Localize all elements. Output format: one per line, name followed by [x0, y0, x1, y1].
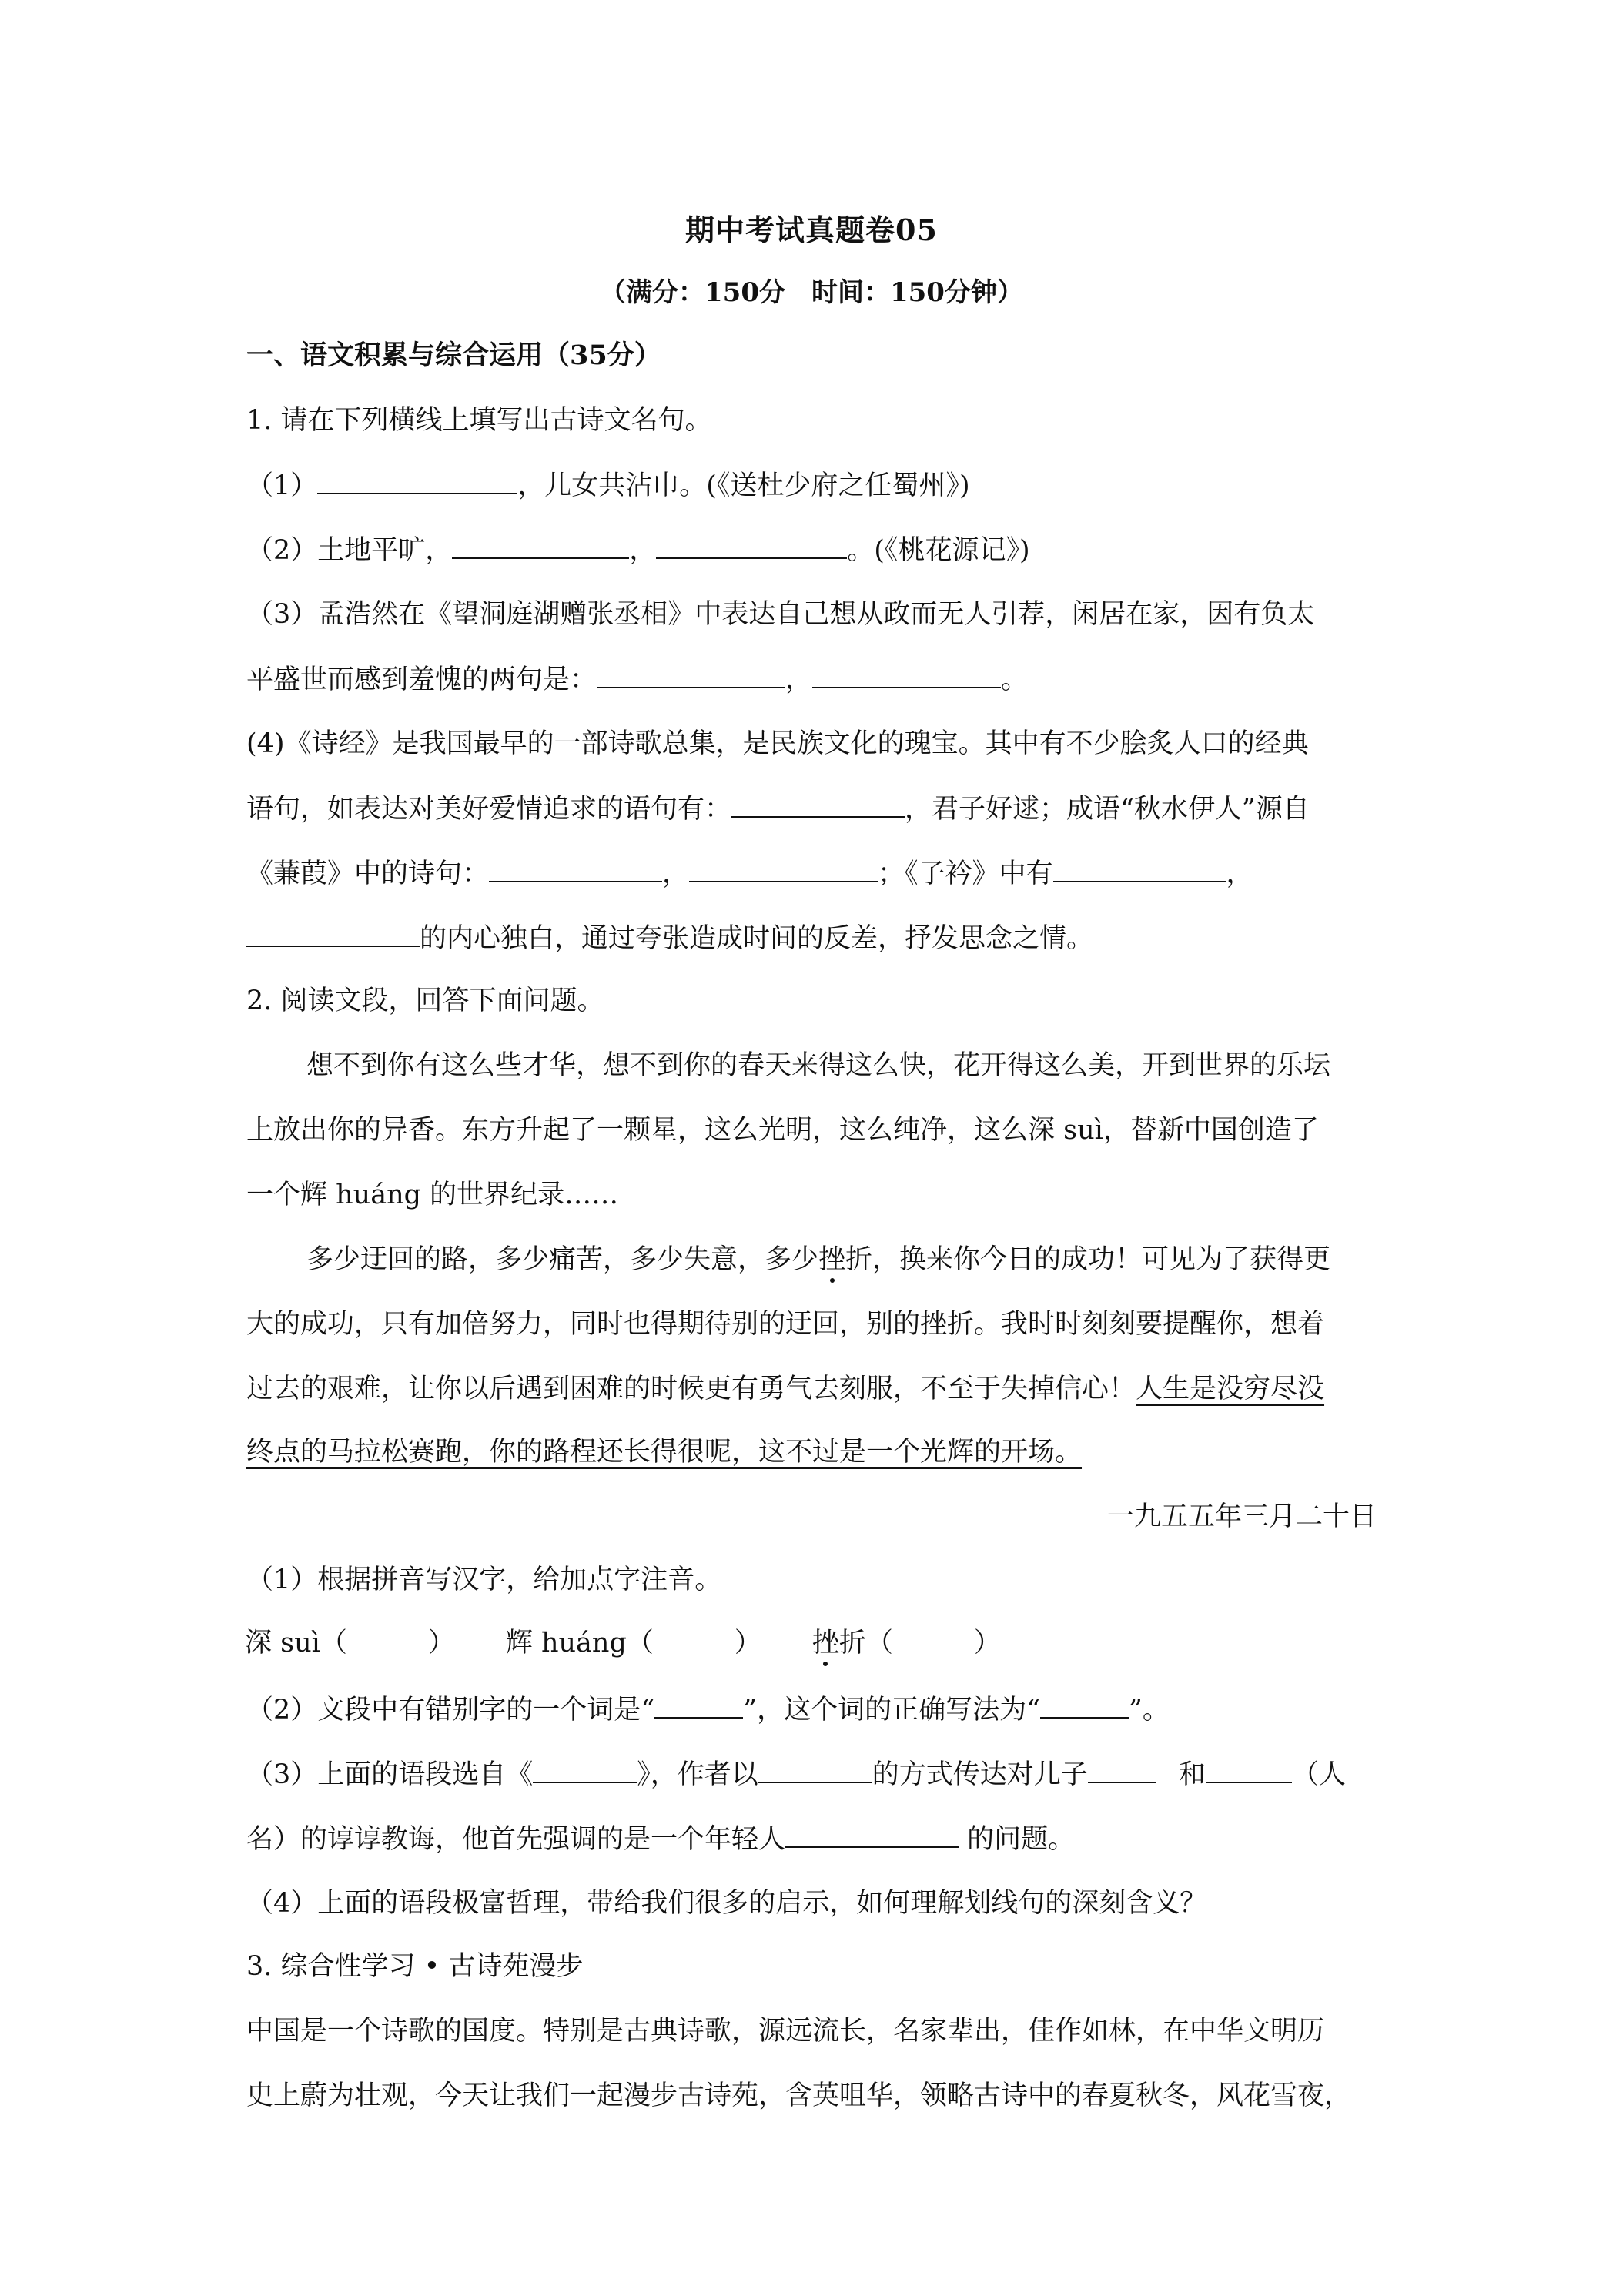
q3-stem: 3. 综合性学习 • 古诗苑漫步: [246, 1951, 584, 1982]
q2-sub-2: （2）文段中有错别字的一个词是“ ”，这个词的正确写法为“ ”。: [246, 1692, 1170, 1727]
q2-sub-4: （4）上面的语段极富哲理，带给我们很多的启示，如何理解划线句的深刻含义？: [246, 1888, 1207, 1919]
q1-item-4-line3: 《蒹葭》中的诗句： ， ；《子衿》中有 ，: [246, 856, 1253, 891]
passage-line: 想不到你有这么些才华，想不到你的春天来得这么快，花开得这么美，开到世界的乐坛: [306, 1050, 1331, 1081]
q1-item-2: （2）土地平旷， ， 。(《桃花源记》): [246, 533, 1030, 567]
passage-line: 一个辉 huáng 的世界纪录……: [246, 1180, 619, 1210]
answer-blank[interactable]: [597, 662, 785, 688]
answer-blank[interactable]: [812, 662, 1001, 688]
q3-text-line: 史上蔚为壮观，今天让我们一起漫步古诗苑，含英咀华，领略古诗中的春夏秋冬，风花雪夜，: [246, 2080, 1352, 2111]
dotted-char: 挫: [818, 1244, 846, 1275]
answer-blank[interactable]: [246, 921, 420, 947]
q1-item-3-line1: （3）孟浩然在《望洞庭湖赠张丞相》中表达自己想从政而无人引荐，闲居在家，因有负太: [246, 599, 1315, 630]
answer-blank[interactable]: [1088, 1757, 1156, 1783]
q3-text-line: 中国是一个诗歌的国度。特别是古典诗歌，源远流长，名家辈出，佳作如林，在中华文明历: [246, 2016, 1325, 2047]
answer-blank[interactable]: [533, 1757, 637, 1783]
q2-stem: 2. 阅读文段，回答下面问题。: [246, 986, 604, 1016]
q2-sub-3-line2: 名）的谆谆教诲，他首先强调的是一个年轻人 的问题。: [246, 1822, 1075, 1856]
page-title: 期中考试真题卷05: [685, 213, 938, 247]
q1-item-3-line2: 平盛世而感到羞愧的两句是： ， 。: [246, 662, 1028, 697]
answer-blank[interactable]: [785, 1822, 959, 1848]
answer-blank[interactable]: [452, 533, 629, 559]
passage-line: 上放出你的异香。东方升起了一颗星，这么光明，这么纯净，这么深 suì，替新中国创造了: [246, 1115, 1319, 1146]
answer-blank[interactable]: [1053, 856, 1226, 882]
q2-sub-1-answers: [245, 1626, 1001, 1660]
passage-line: 大的成功，只有加倍努力，同时也得期待别的迂回，别的挫折。我时时刻刻要提醒你，想着: [246, 1309, 1325, 1340]
underlined-sentence: 终点的马拉松赛跑，你的路程还长得很呢，这不过是一个光辉的开场。: [246, 1437, 1083, 1468]
answer-blank[interactable]: [654, 1692, 743, 1719]
page-subtitle: （满分：150分 时间：150分钟）: [600, 277, 1023, 308]
answer-blank[interactable]: [689, 856, 878, 882]
q1-item-4-line2: 语句，如表达对美好爱情追求的语句有： ，君子好逑；成语“秋水伊人”源自: [246, 792, 1310, 826]
q1-stem: 1. 请在下列横线上填写出古诗文名句。: [246, 405, 712, 436]
passage-line: 多少迂回的路，多少痛苦，多少失意，多少挫折，换来你今日的成功！可见为了获得更: [306, 1244, 1331, 1275]
pinyin-answer-3[interactable]: 挫折（ ）: [812, 1628, 1001, 1658]
answer-blank[interactable]: [317, 468, 517, 494]
section-heading: 一、语文积累与综合运用（35分）: [246, 340, 661, 371]
answer-blank[interactable]: [489, 856, 662, 882]
answer-blank[interactable]: [1206, 1757, 1292, 1783]
q2-sub-3-line1: （3）上面的语段选自《 》，作者以 的方式传达对儿子 和 （人: [246, 1757, 1346, 1792]
pinyin-answer-1[interactable]: 深 suì（ ）: [245, 1628, 455, 1658]
letter-date: 一九五五年三月二十日: [1106, 1501, 1377, 1532]
pinyin-answer-2[interactable]: 辉 huáng（ ）: [505, 1628, 761, 1658]
answer-blank[interactable]: [758, 1757, 872, 1783]
q1-item-4-line4: 的内心独白，通过夸张造成时间的反差，抒发思念之情。: [246, 921, 1093, 956]
answer-blank[interactable]: [1040, 1692, 1129, 1719]
answer-blank[interactable]: [731, 792, 905, 818]
q1-item-4-line1: (4)《诗经》是我国最早的一部诗歌总集，是民族文化的瑰宝。其中有不少脍炙人口的经典: [246, 728, 1309, 759]
q2-sub-1: （1）根据拼音写汉字，给加点字注音。: [246, 1565, 722, 1595]
passage-line: 过去的艰难，让你以后遇到困难的时候更有勇气去刻服，不至于失掉信心！人生是没穷尽没: [246, 1374, 1325, 1404]
underlined-sentence: 人生是没穷尽没: [1136, 1374, 1325, 1404]
answer-blank[interactable]: [656, 533, 847, 559]
passage-line: [246, 1435, 1082, 1469]
q1-item-1: （1） ，儿女共沾巾。(《送杜少府之任蜀州》): [246, 468, 970, 503]
